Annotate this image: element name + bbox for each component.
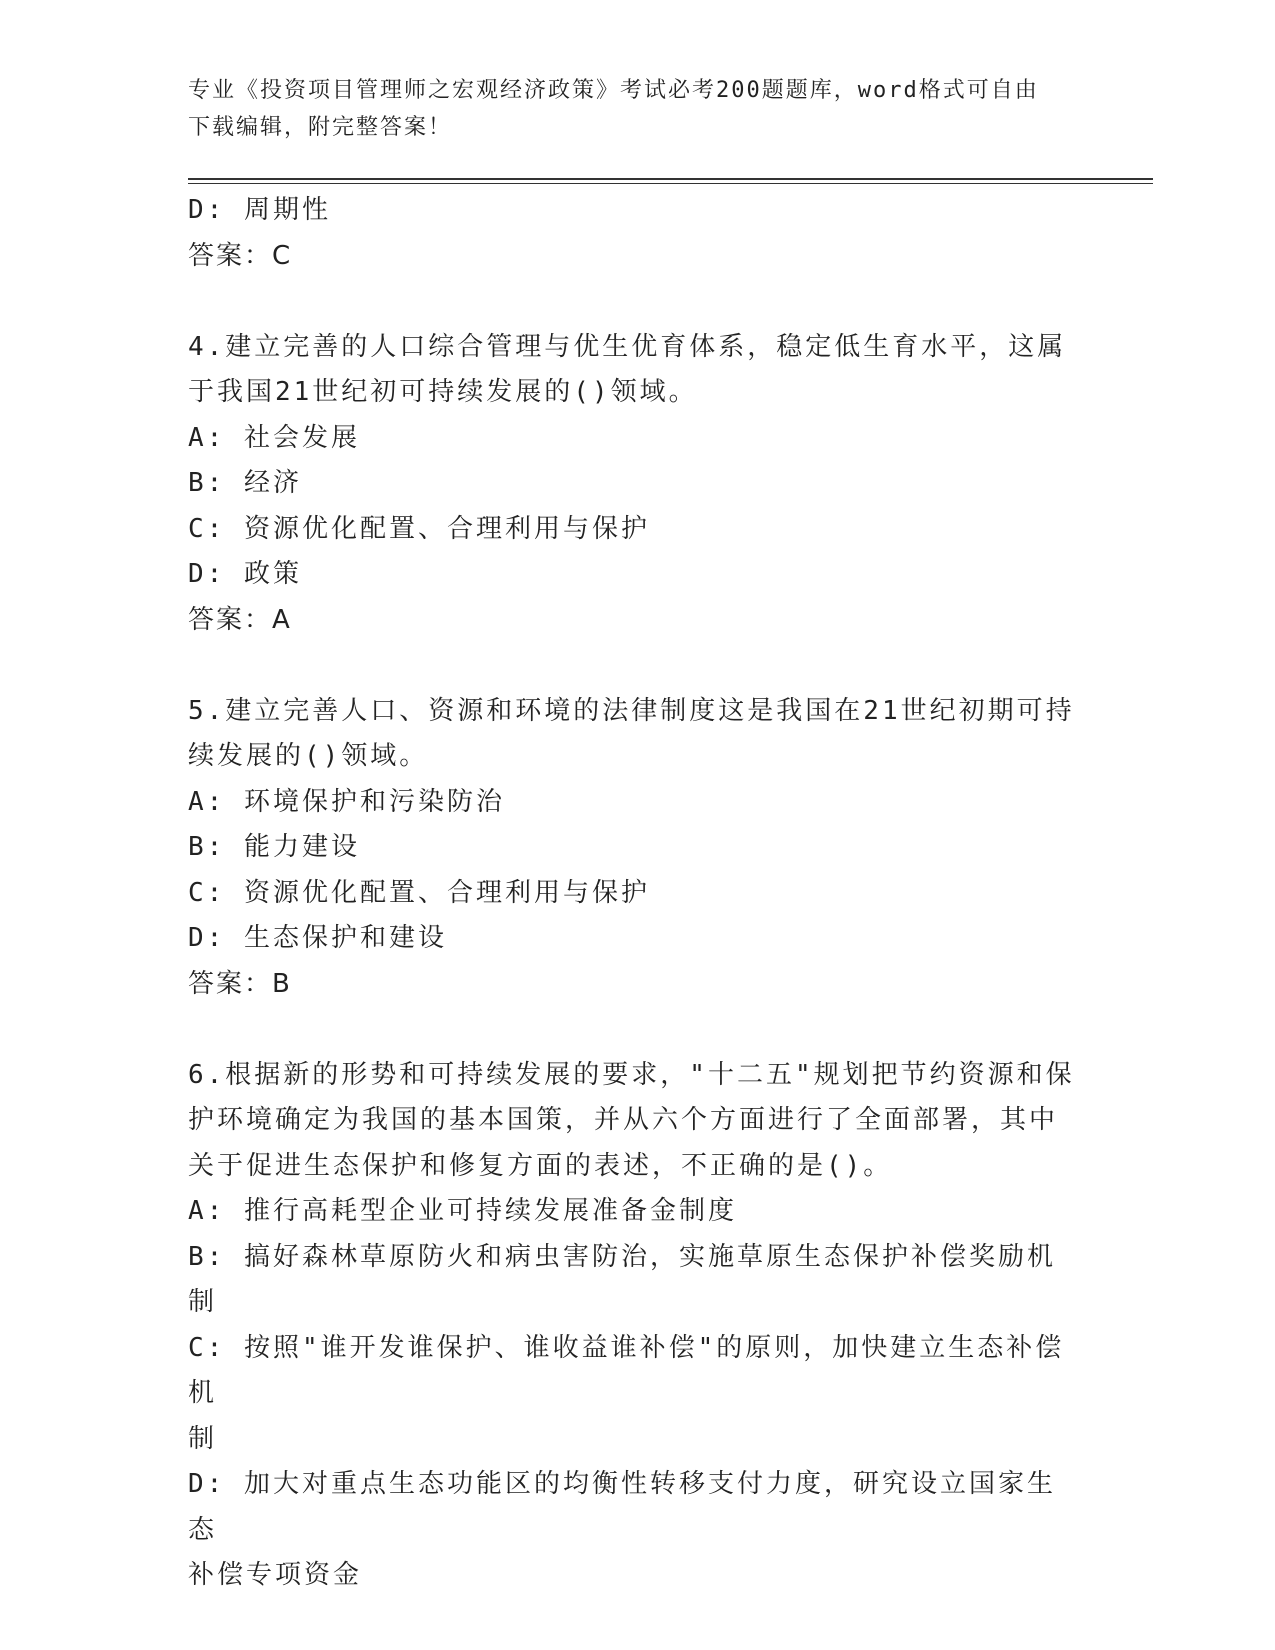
question-6 <box>188 1053 1078 1599</box>
question-stem: 关于促进生态保护和修复方面的表述，不正确的是()。 <box>188 1150 893 1181</box>
option-c: C: 资源优化配置、合理利用与保护 <box>188 877 650 908</box>
option-c-continued: 制 <box>188 1423 218 1454</box>
spacer <box>188 643 1078 689</box>
question-stem: 护环境确定为我国的基本国策，并从六个方面进行了全面部署，其中 <box>188 1105 1059 1135</box>
option-b: B: 搞好森林草原防火和病虫害防治，实施草原生态保护补偿奖励机制 <box>188 1241 1056 1317</box>
spacer <box>188 279 1078 325</box>
header-divider-thin <box>188 183 1153 184</box>
option-d: D: 加大对重点生态功能区的均衡性转移支付力度，研究设立国家生态 <box>188 1469 1056 1545</box>
page-header <box>188 72 1068 146</box>
answer: 答案：B <box>188 968 292 999</box>
question-4 <box>188 325 1078 644</box>
option-c: C: 资源优化配置、合理利用与保护 <box>188 513 650 544</box>
answer: 答案：C <box>188 240 293 271</box>
question-stem: 6.根据新的形势和可持续发展的要求，"十二五"规划把节约资源和保 <box>188 1059 1075 1090</box>
option-c: C: 按照"谁开发谁保护、谁收益谁补偿"的原则，加快建立生态补偿机 <box>188 1332 1065 1408</box>
option-d-continued: 补偿专项资金 <box>188 1560 363 1590</box>
option-b: B: 经济 <box>188 468 302 498</box>
option-a: A: 环境保护和污染防治 <box>188 786 505 817</box>
option-d: D: 周期性 <box>188 195 331 225</box>
question-stem: 4.建立完善的人口综合管理与优生优育体系，稳定低生育水平，这属 <box>188 331 1067 362</box>
question-list <box>188 188 1078 1599</box>
answer: 答案：A <box>188 604 292 635</box>
header-line-2: 下载编辑，附完整答案！ <box>188 115 453 140</box>
option-a: A: 推行高耗型企业可持续发展准备金制度 <box>188 1196 737 1226</box>
question-stem: 续发展的()领域。 <box>188 741 429 771</box>
option-b: B: 能力建设 <box>188 832 360 862</box>
question-stem: 于我国21世纪初可持续发展的()领域。 <box>188 377 698 407</box>
option-d: D: 政策 <box>188 559 302 589</box>
header-divider-thick <box>188 178 1153 180</box>
option-a: A: 社会发展 <box>188 422 360 453</box>
header-line-1: 专业《投资项目管理师之宏观经济政策》考试必考200题题库，word格式可自由 <box>188 78 1039 103</box>
option-d: D: 生态保护和建设 <box>188 923 447 953</box>
spacer <box>188 1007 1078 1053</box>
previous-question-tail <box>188 188 1078 279</box>
question-5 <box>188 689 1078 1008</box>
question-stem: 5.建立完善人口、资源和环境的法律制度这是我国在21世纪初期可持 <box>188 695 1075 726</box>
